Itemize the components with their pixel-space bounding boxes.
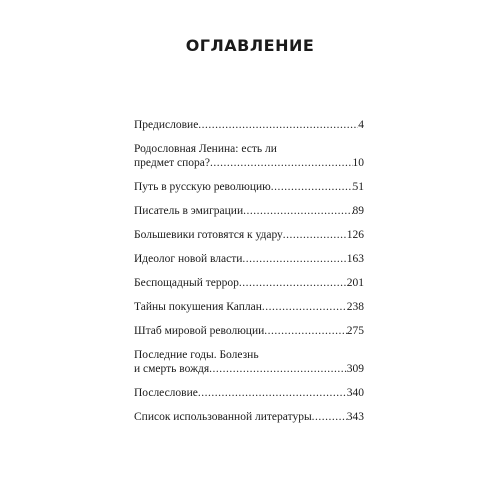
dot-leader <box>242 252 346 266</box>
toc-entry-page: 89 <box>352 205 364 217</box>
toc-entry-line <box>134 324 364 338</box>
toc-entry-line <box>134 252 364 266</box>
toc-entry-line <box>134 156 364 170</box>
toc-entry-page: 340 <box>346 387 364 399</box>
toc-entry-title: и смерть вождя <box>134 363 210 375</box>
table-of-contents <box>134 118 364 434</box>
toc-entry-title: Послесловие <box>134 387 198 399</box>
dot-leader <box>209 362 347 376</box>
toc-entry <box>134 276 364 290</box>
toc-entry-title: Беспощадный террор <box>134 277 239 289</box>
toc-entry-line <box>134 180 364 194</box>
toc-entry-page: 201 <box>346 277 364 289</box>
toc-entry-title: Путь в русскую революцию <box>134 181 271 193</box>
toc-entry-line <box>134 276 364 290</box>
toc-entry-title: Список использованной литературы <box>134 411 312 423</box>
toc-entry-page: 163 <box>346 253 364 265</box>
dot-leader <box>210 156 353 170</box>
toc-entry <box>134 252 364 266</box>
toc-entry-line <box>134 300 364 314</box>
toc-entry-page: 343 <box>346 411 364 423</box>
toc-entry-line <box>134 386 364 400</box>
toc-entry-page: 10 <box>352 157 364 169</box>
toc-entry-title: Большевики готовятся к удару <box>134 229 283 241</box>
toc-entry-line <box>134 362 364 376</box>
toc-entry <box>134 204 364 218</box>
dot-leader <box>283 228 347 242</box>
toc-entry-title-line: Родословная Ленина: есть ли <box>134 143 277 155</box>
toc-entry <box>134 410 364 424</box>
toc-entry-title: Штаб мировой революции <box>134 325 265 337</box>
toc-entry-line <box>134 228 364 242</box>
dot-leader <box>262 300 347 314</box>
page-title: ОГЛАВЛЕНИЕ <box>185 36 315 55</box>
toc-entry <box>134 324 364 338</box>
dot-leader <box>243 204 352 218</box>
toc-entry-page: 309 <box>346 363 364 375</box>
toc-entry <box>134 118 364 132</box>
toc-entry-title: предмет спора? <box>134 157 210 169</box>
dot-leader <box>271 180 353 194</box>
toc-entry-page: 51 <box>352 181 364 193</box>
toc-entry-line <box>134 410 364 424</box>
toc-entry <box>134 180 364 194</box>
dot-leader <box>239 276 347 290</box>
toc-entry <box>134 228 364 242</box>
toc-entry <box>134 142 364 170</box>
dot-leader <box>264 324 346 338</box>
toc-entry-title: Писатель в эмиграции <box>134 205 244 217</box>
toc-entry <box>134 348 364 376</box>
toc-entry-page: 275 <box>346 325 364 337</box>
dot-leader <box>198 118 358 132</box>
toc-entry-title: Тайны покушения Каплан <box>134 301 262 313</box>
toc-entry-title-line: Последние годы. Болезнь <box>134 349 259 361</box>
toc-entry-title: Предисловие <box>134 119 199 131</box>
toc-entry-line <box>134 118 364 132</box>
dot-leader <box>198 386 347 400</box>
toc-entry <box>134 386 364 400</box>
toc-entry <box>134 300 364 314</box>
toc-entry-page: 238 <box>346 301 364 313</box>
toc-entry-page: 4 <box>358 119 364 131</box>
toc-entry-page: 126 <box>346 229 364 241</box>
dot-leader <box>312 410 347 424</box>
toc-entry-line <box>134 204 364 218</box>
toc-entry-title: Идеолог новой власти <box>134 253 243 265</box>
